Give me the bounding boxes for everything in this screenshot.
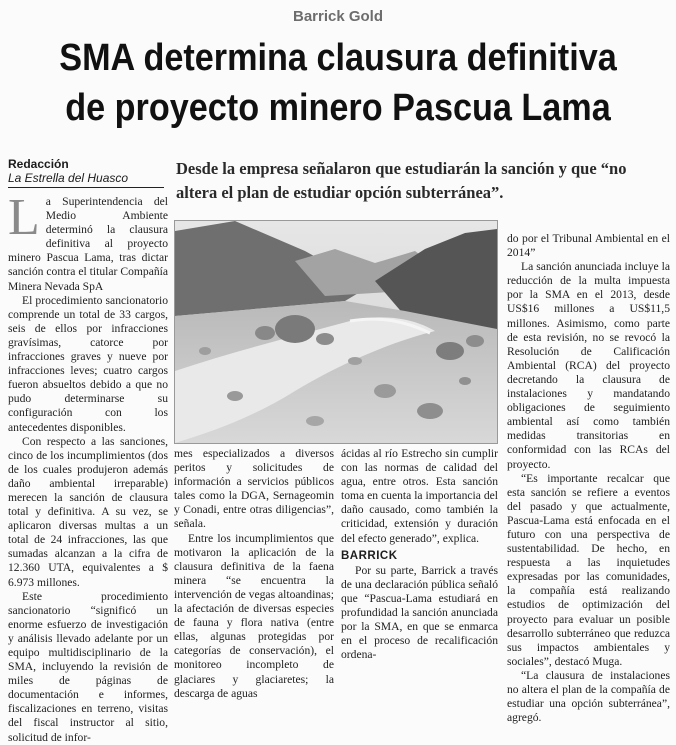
- section-subhead: BARRICK: [341, 549, 398, 562]
- headline-line-2: de proyecto minero Pascua Lama: [65, 87, 611, 129]
- col4-paragraph-4: “La clausura de instalaciones no altera el plan de la compañía de estudiar una opción subterránea”, agregó.: [507, 668, 670, 725]
- byline-divider: [8, 187, 164, 188]
- col1-paragraph-3: Con respecto a las sanciones, cinco de los incumplimientos (dos de los cuales produjeron además daño ambiental irreparable) merecen la sanción de clausura total y definitiva. A su vez, se aplicaron diversas multas a un total de 24 infracciones, las que sumadas alcanzan a la cifra de 12.360 UTA, equivalentes a $ 6.973 millones.: [8, 434, 168, 589]
- col1-paragraph-4: Este procedimiento sancionatorio “significó un enorme esfuerzo de investigación y análisis llevado adelante por un equipo multidisciplinario de la SMA, incluyendo la revisión de miles de páginas de documentación e informes, fiscalizaciones en terreno, visitas del fiscal instructor al sitio, solicitud de infor-: [8, 589, 168, 744]
- column-4: [507, 232, 670, 725]
- col4-paragraph-3: “Es importante recalcar que esta sanción se refiere a eventos del pasado y que actualmente, Pascua-Lama está enfocada en el futuro con una perspectiva de sustentabilidad. De hecho, en respuesta a las inquietudes expresadas por las comunidades, la compañía está realizando estudios de optimización del proyecto para evaluar un posible desarrollo subterráneo que reduzca sus impactos ambientales y sociales”, destacó Muga.: [507, 471, 670, 668]
- byline-source: La Estrella del Huasco: [8, 171, 129, 185]
- headline-line-1: SMA determina clausura definitiva: [59, 37, 617, 79]
- col3-paragraph-1: ácidas al río Estrecho sin cumplir con las normas de calidad del agua, entre otros. Esta sanción toma en cuenta la importancia del daño causado, como también la criticidad, extensión y duración del efecto generado”, explica.: [341, 447, 498, 545]
- byline-label: Redacción: [8, 157, 69, 171]
- column-1: [8, 189, 168, 745]
- column-3: [341, 447, 498, 662]
- col2-paragraph-2: Entre los incumplimientos que motivaron la aplicación de la clausura definitiva de la faena minera “se encuentra la intervención de vegas altoandinas; la afectación de diversas especies de fauna y flora nativa (entre ellas, algunas protegidas por categorías de conservación), el monitoreo incompleto de glaciares y glaciaretes; la descarga de aguas: [174, 531, 335, 700]
- col1-paragraph-2: El procedimiento sancionatorio comprende un total de 33 cargos, seis de ellos por infracciones gravísimas, catorce por infracciones graves y nueve por infracciones leves; cuatro cargos fueron absueltos debido a que no pudo determinarse su configuración con los antecedentes disponibles.: [8, 293, 168, 434]
- col1-paragraph-1: a Superintendencia del Medio Ambiente determinó la clausura definitiva al proyecto minero Pascua Lama, tras dictar sanción contra el titular Compañía Minera Nevada SpA: [8, 195, 168, 293]
- article-photo-mountain-river: [174, 220, 498, 444]
- col2-paragraph-1: mes especializados a diversos peritos y solicitudes de información a servicios públicos tales como la DGA, Sernageomin y Conadi, entre otras diligencias”, señala.: [174, 447, 334, 531]
- column-2: [174, 447, 334, 701]
- drop-cap: L: [8, 189, 40, 246]
- article-kicker: Barrick Gold: [292, 8, 384, 25]
- col4-paragraph-1: do por el Tribunal Ambiental en el 2014”: [507, 232, 670, 260]
- col4-paragraph-2: La sanción anunciada incluye la reducción de la multa impuesta por la SMA en el 2013, desde US$16 millones a US$11,5 millones. Asimismo, como parte de esta revisión, no se revocó la Resolución de Calificación Ambiental (RCA) del proyecto decretando la clausura de instalaciones y mandatando obligaciones de seguimiento ambiental así como también medidas transitorias en conformidad con las RCAs del proyecto.: [507, 260, 670, 471]
- col3-paragraph-2: Por su parte, Barrick a través de una declaración pública señaló que “Pascua-Lama estudiará en profundidad la sanción anunciada por la SMA, en que se enmarca en el proceso de recalificación ordena-: [341, 563, 498, 662]
- article-deck: Desde la empresa señalaron que estudiarán la sanción y que “no altera el plan de estudiar opción subterránea”.: [176, 159, 627, 202]
